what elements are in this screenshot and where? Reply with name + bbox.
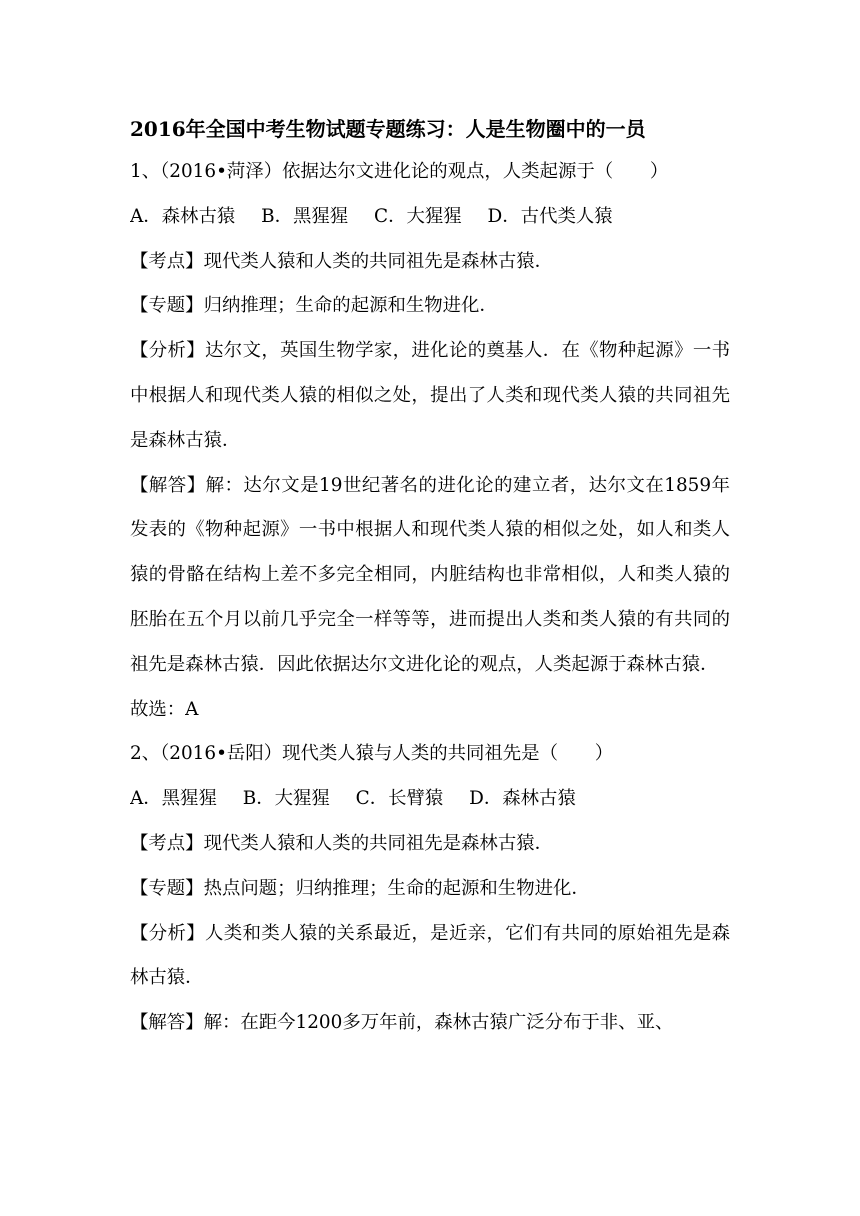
zhuanti: 【专题】归纳推理；生命的起源和生物进化． — [130, 295, 498, 317]
jieda: 【解答】解：在距今1200多万年前，森林古猿广泛分布于非、亚、 — [130, 1012, 674, 1034]
option-c: C．长臂猿 — [355, 788, 444, 810]
question-options — [130, 777, 730, 822]
document-title: 2016年全国中考生物试题专题练习：人是生物圈中的一员 — [130, 117, 646, 141]
option-b: B．黑猩猩 — [261, 205, 349, 227]
zhuanti: 【专题】热点问题；归纳推理；生命的起源和生物进化． — [130, 877, 590, 899]
question-2 — [130, 732, 730, 1046]
option-d: D．古代类人猿 — [487, 205, 613, 227]
fenxi: 【分析】人类和类人猿的关系最近，是近亲，它们有共同的原始祖先是森林古猿． — [130, 922, 730, 989]
question-1 — [130, 150, 730, 732]
kaodian: 【考点】现代类人猿和人类的共同祖先是森林古猿． — [130, 832, 553, 854]
kaodian: 【考点】现代类人猿和人类的共同祖先是森林古猿． — [130, 250, 553, 272]
option-d: D．森林古猿 — [469, 788, 576, 810]
question-stem: 2、（2016•岳阳）现代类人猿与人类的共同祖先是（ ） — [130, 743, 614, 765]
option-a: A．黑猩猩 — [130, 788, 217, 810]
option-a: A．森林古猿 — [130, 205, 236, 227]
option-b: B．大猩猩 — [242, 788, 330, 810]
jieda: 【解答】解：达尔文是19世纪著名的进化论的建立者，达尔文在1859年发表的《物种起源》一书中根据人和现代类人猿的相似之处，如人和类人猿的骨骼在结构上差不多完全相同，内脏结构也非常相似，人和类人猿的胚胎在五个月以前几乎完全一样等等，进而提出人类和类人猿的有共同的祖先是森林古猿．因此依据达尔文进化论的观点，人类起源于森林古猿． — [130, 474, 730, 675]
answer: 故选：A — [130, 698, 199, 720]
question-stem: 1、（2016•菏泽）依据达尔文进化论的观点，人类起源于（ ） — [130, 161, 669, 182]
option-c: C．大猩猩 — [374, 205, 462, 227]
fenxi: 【分析】达尔文，英国生物学家，进化论的奠基人．在《物种起源》一书中根据人和现代类人猿的相似之处，提出了人类和现代类人猿的共同祖先是森林古猿． — [130, 340, 730, 451]
document-page — [130, 108, 730, 1046]
question-options — [130, 195, 730, 240]
